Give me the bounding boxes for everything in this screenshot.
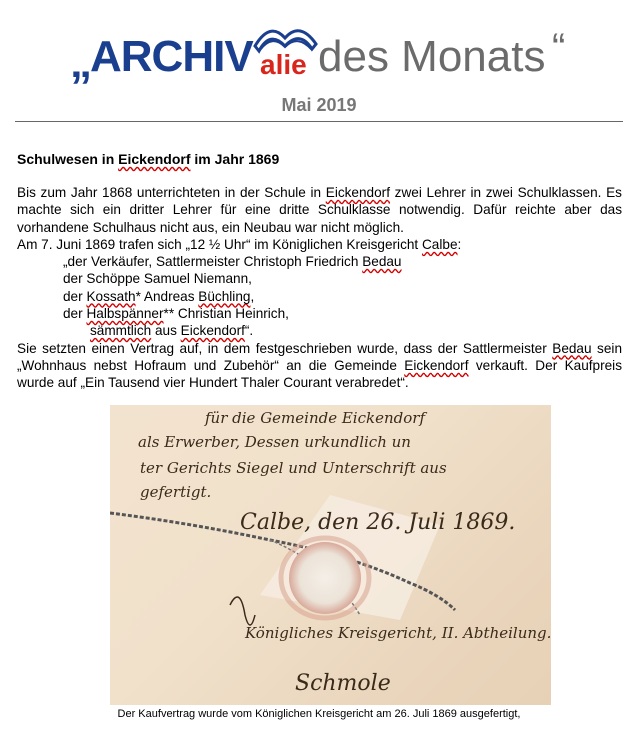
header-divider — [15, 121, 623, 122]
wax-seal — [289, 542, 361, 614]
list-line-5: sämmtlich aus Eickendorf“. — [90, 323, 254, 339]
photo-caption: Der Kaufvertrag wurde vom Königlichen Kreisgericht am 26. Juli 1869 ausgefertigt, — [117, 708, 521, 720]
handwriting-line: als Erwerber, Dessen urkundlich un — [138, 433, 411, 451]
logo-des-monats-text: des Monats — [318, 32, 546, 81]
handwriting-signature: Schmole — [295, 671, 391, 696]
archivalie-logo — [70, 22, 590, 87]
list-line-1: „der Verkäufer, Sattlermeister Christoph Friedrich Bedau — [63, 254, 402, 270]
list-line-3: der Kossath* Andreas Büchling, — [63, 288, 255, 304]
handwriting-line: ter Gerichts Siegel und Unterschrift aus — [140, 459, 447, 477]
article-body — [17, 184, 622, 392]
logo-open-quote: „ — [70, 38, 90, 87]
handwriting-date: Calbe, den 26. Juli 1869. — [240, 510, 516, 535]
paragraph-1: Bis zum Jahr 1868 unterrichteten in der Schule in Eickendorf zwei Lehrer in zwei Schulklassen. Es machte sich ein dritter Lehrer für eine dritte Schulklasse notwendig. Dafür reichte aber das vorhandene Schulhaus nicht aus, ein Neubau war nicht möglich. — [17, 185, 622, 235]
paragraph-3: Sie setzten einen Vertrag auf, in dem festgeschrieben wurde, dass der Sattlermeister Bedau sein „Wohnhaus nebst Hofraum und Zubehör“ an die Gemeinde Eickendorf verkauft. Der Kaufpreis wurde auf „Ein Tausend vier Hundert Thaler Courant verabredet“. — [17, 340, 622, 391]
handwriting-line: für die Gemeinde Eickendorf — [205, 409, 425, 427]
handwritten-contract — [110, 405, 551, 705]
logo-alie-text: alie — [260, 49, 307, 80]
masthead — [0, 0, 638, 90]
article-title: Schulwesen in Eickendorf im Jahr 1869 — [17, 151, 280, 167]
contract-document-photo — [110, 405, 551, 705]
handwriting-line: Königliches Kreisgericht, II. Abtheilung. — [245, 624, 551, 642]
list-line-4: der Halbspänner** Christian Heinrich, — [63, 306, 289, 322]
list-line-2: der Schöppe Samuel Niemann, — [63, 271, 252, 287]
issue-month: Mai 2019 — [281, 95, 357, 115]
logo-close-quote: “ — [552, 26, 566, 70]
handwriting-line: gefertigt. — [140, 483, 212, 501]
logo-archiv-text: ARCHIV — [90, 32, 253, 81]
paragraph-2: Am 7. Juni 1869 trafen sich „12 ½ Uhr“ im Königlichen Kreisgericht Calbe: — [17, 236, 462, 252]
